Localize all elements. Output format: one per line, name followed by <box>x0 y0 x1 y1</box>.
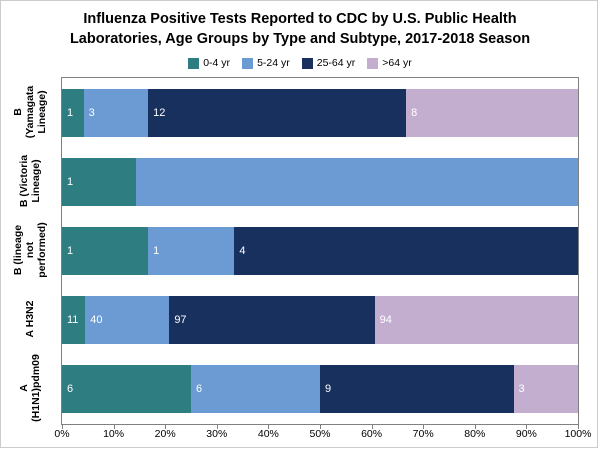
x-axis-tick-label: 50% <box>309 428 331 440</box>
bar-segment[interactable] <box>169 296 374 344</box>
chart-title-line-1: Influenza Positive Tests Reported to CDC by U.S. Public Health <box>83 11 517 27</box>
y-axis-label <box>0 290 60 348</box>
legend-swatch-icon <box>367 58 378 69</box>
bar-segment[interactable] <box>375 296 578 344</box>
y-axis-label <box>0 152 60 210</box>
bar-segment-value: 3 <box>88 106 95 119</box>
x-axis-tick-label: 20% <box>154 428 176 440</box>
bar-segment-value: 3 <box>518 383 525 396</box>
bar-segment[interactable] <box>85 296 169 344</box>
y-axis-label-line: B (Victoria <box>18 154 30 207</box>
legend-item-label: 25-64 yr <box>316 57 356 69</box>
chart-title-line-2: Laboratories, Age Groups by Type and Subtype, 2017-2018 Season <box>69 31 531 47</box>
legend-swatch-icon <box>242 58 253 69</box>
bar-segment[interactable] <box>406 89 578 137</box>
y-axis-label-line: Lineage) <box>36 90 48 134</box>
y-axis-label-line: B (lineage not <box>12 224 36 276</box>
legend-item-label: >64 yr <box>382 57 412 69</box>
bar-segment[interactable] <box>84 89 149 137</box>
bar-segment-value: 12 <box>153 106 166 119</box>
y-axis-label <box>0 221 60 279</box>
chart-title <box>1 9 599 49</box>
bar-segment[interactable] <box>62 158 136 206</box>
x-axis-tick-label: 10% <box>103 428 125 440</box>
bar-rows <box>62 78 578 424</box>
x-axis-tick-label: 60% <box>361 428 383 440</box>
legend-swatch-icon <box>302 58 313 69</box>
bar-segment-value: 1 <box>153 244 160 257</box>
x-axis-tick-label: 0% <box>54 428 70 440</box>
legend-swatch-icon <box>188 58 199 69</box>
bar-row <box>62 227 578 275</box>
bar-segment-value: 94 <box>379 314 392 327</box>
legend-item[interactable] <box>188 57 230 69</box>
bar-segment-value: 97 <box>174 314 187 327</box>
bar-segment[interactable] <box>514 365 579 413</box>
y-axis-label <box>0 83 60 141</box>
legend-item[interactable] <box>302 57 356 69</box>
bar-segment[interactable] <box>234 227 578 275</box>
bar-segment-value: 8 <box>411 106 418 119</box>
legend-item-label: 0-4 yr <box>203 57 231 69</box>
bar-segment-value: 1 <box>67 106 74 119</box>
x-axis-tick-label: 70% <box>412 428 434 440</box>
y-axis-label-line: performed) <box>36 222 48 278</box>
y-axis-label-line: A H3N2 <box>24 300 36 338</box>
y-axis-label-line: Lineage) <box>30 159 42 203</box>
bar-segment-value: 40 <box>90 314 103 327</box>
legend-item-label: 5-24 yr <box>257 57 290 69</box>
bar-segment-value: 9 <box>325 383 332 396</box>
bar-segment-value: 6 <box>196 383 203 396</box>
chart-legend <box>1 57 599 69</box>
bar-row <box>62 365 578 413</box>
bar-row <box>62 296 578 344</box>
bar-segment[interactable] <box>136 158 578 206</box>
bar-row <box>62 89 578 137</box>
x-axis-tick-label: 100% <box>564 428 592 440</box>
bar-segment-value: 1 <box>67 175 74 188</box>
bar-segment[interactable] <box>62 296 85 344</box>
y-axis-label-line: A <box>18 384 30 393</box>
bar-segment[interactable] <box>62 227 148 275</box>
y-axis-label <box>0 354 60 423</box>
bar-segment[interactable] <box>148 227 234 275</box>
legend-item[interactable] <box>242 57 290 69</box>
y-axis-category-labels <box>1 77 61 425</box>
bar-segment[interactable] <box>191 365 320 413</box>
y-axis-label-line: B (Yamagata <box>12 85 36 138</box>
x-axis-tick-label: 90% <box>515 428 537 440</box>
y-axis-label-line: (H1N1)pdm09 <box>30 354 42 423</box>
x-axis <box>54 425 592 447</box>
bar-segment-value: 4 <box>239 244 246 257</box>
x-axis-tick-label: 80% <box>464 428 486 440</box>
x-axis-tick-label: 30% <box>206 428 228 440</box>
bar-segment[interactable] <box>62 89 84 137</box>
legend-item[interactable] <box>367 57 411 69</box>
bar-segment-value: 11 <box>67 314 79 327</box>
bar-segment[interactable] <box>62 365 191 413</box>
plot-area <box>61 77 579 425</box>
x-axis-tick-label: 40% <box>257 428 279 440</box>
bar-segment[interactable] <box>148 89 406 137</box>
bar-segment-value: 6 <box>67 383 74 396</box>
bar-segment[interactable] <box>320 365 514 413</box>
bar-row <box>62 158 578 206</box>
bar-segment-value: 1 <box>67 244 74 257</box>
